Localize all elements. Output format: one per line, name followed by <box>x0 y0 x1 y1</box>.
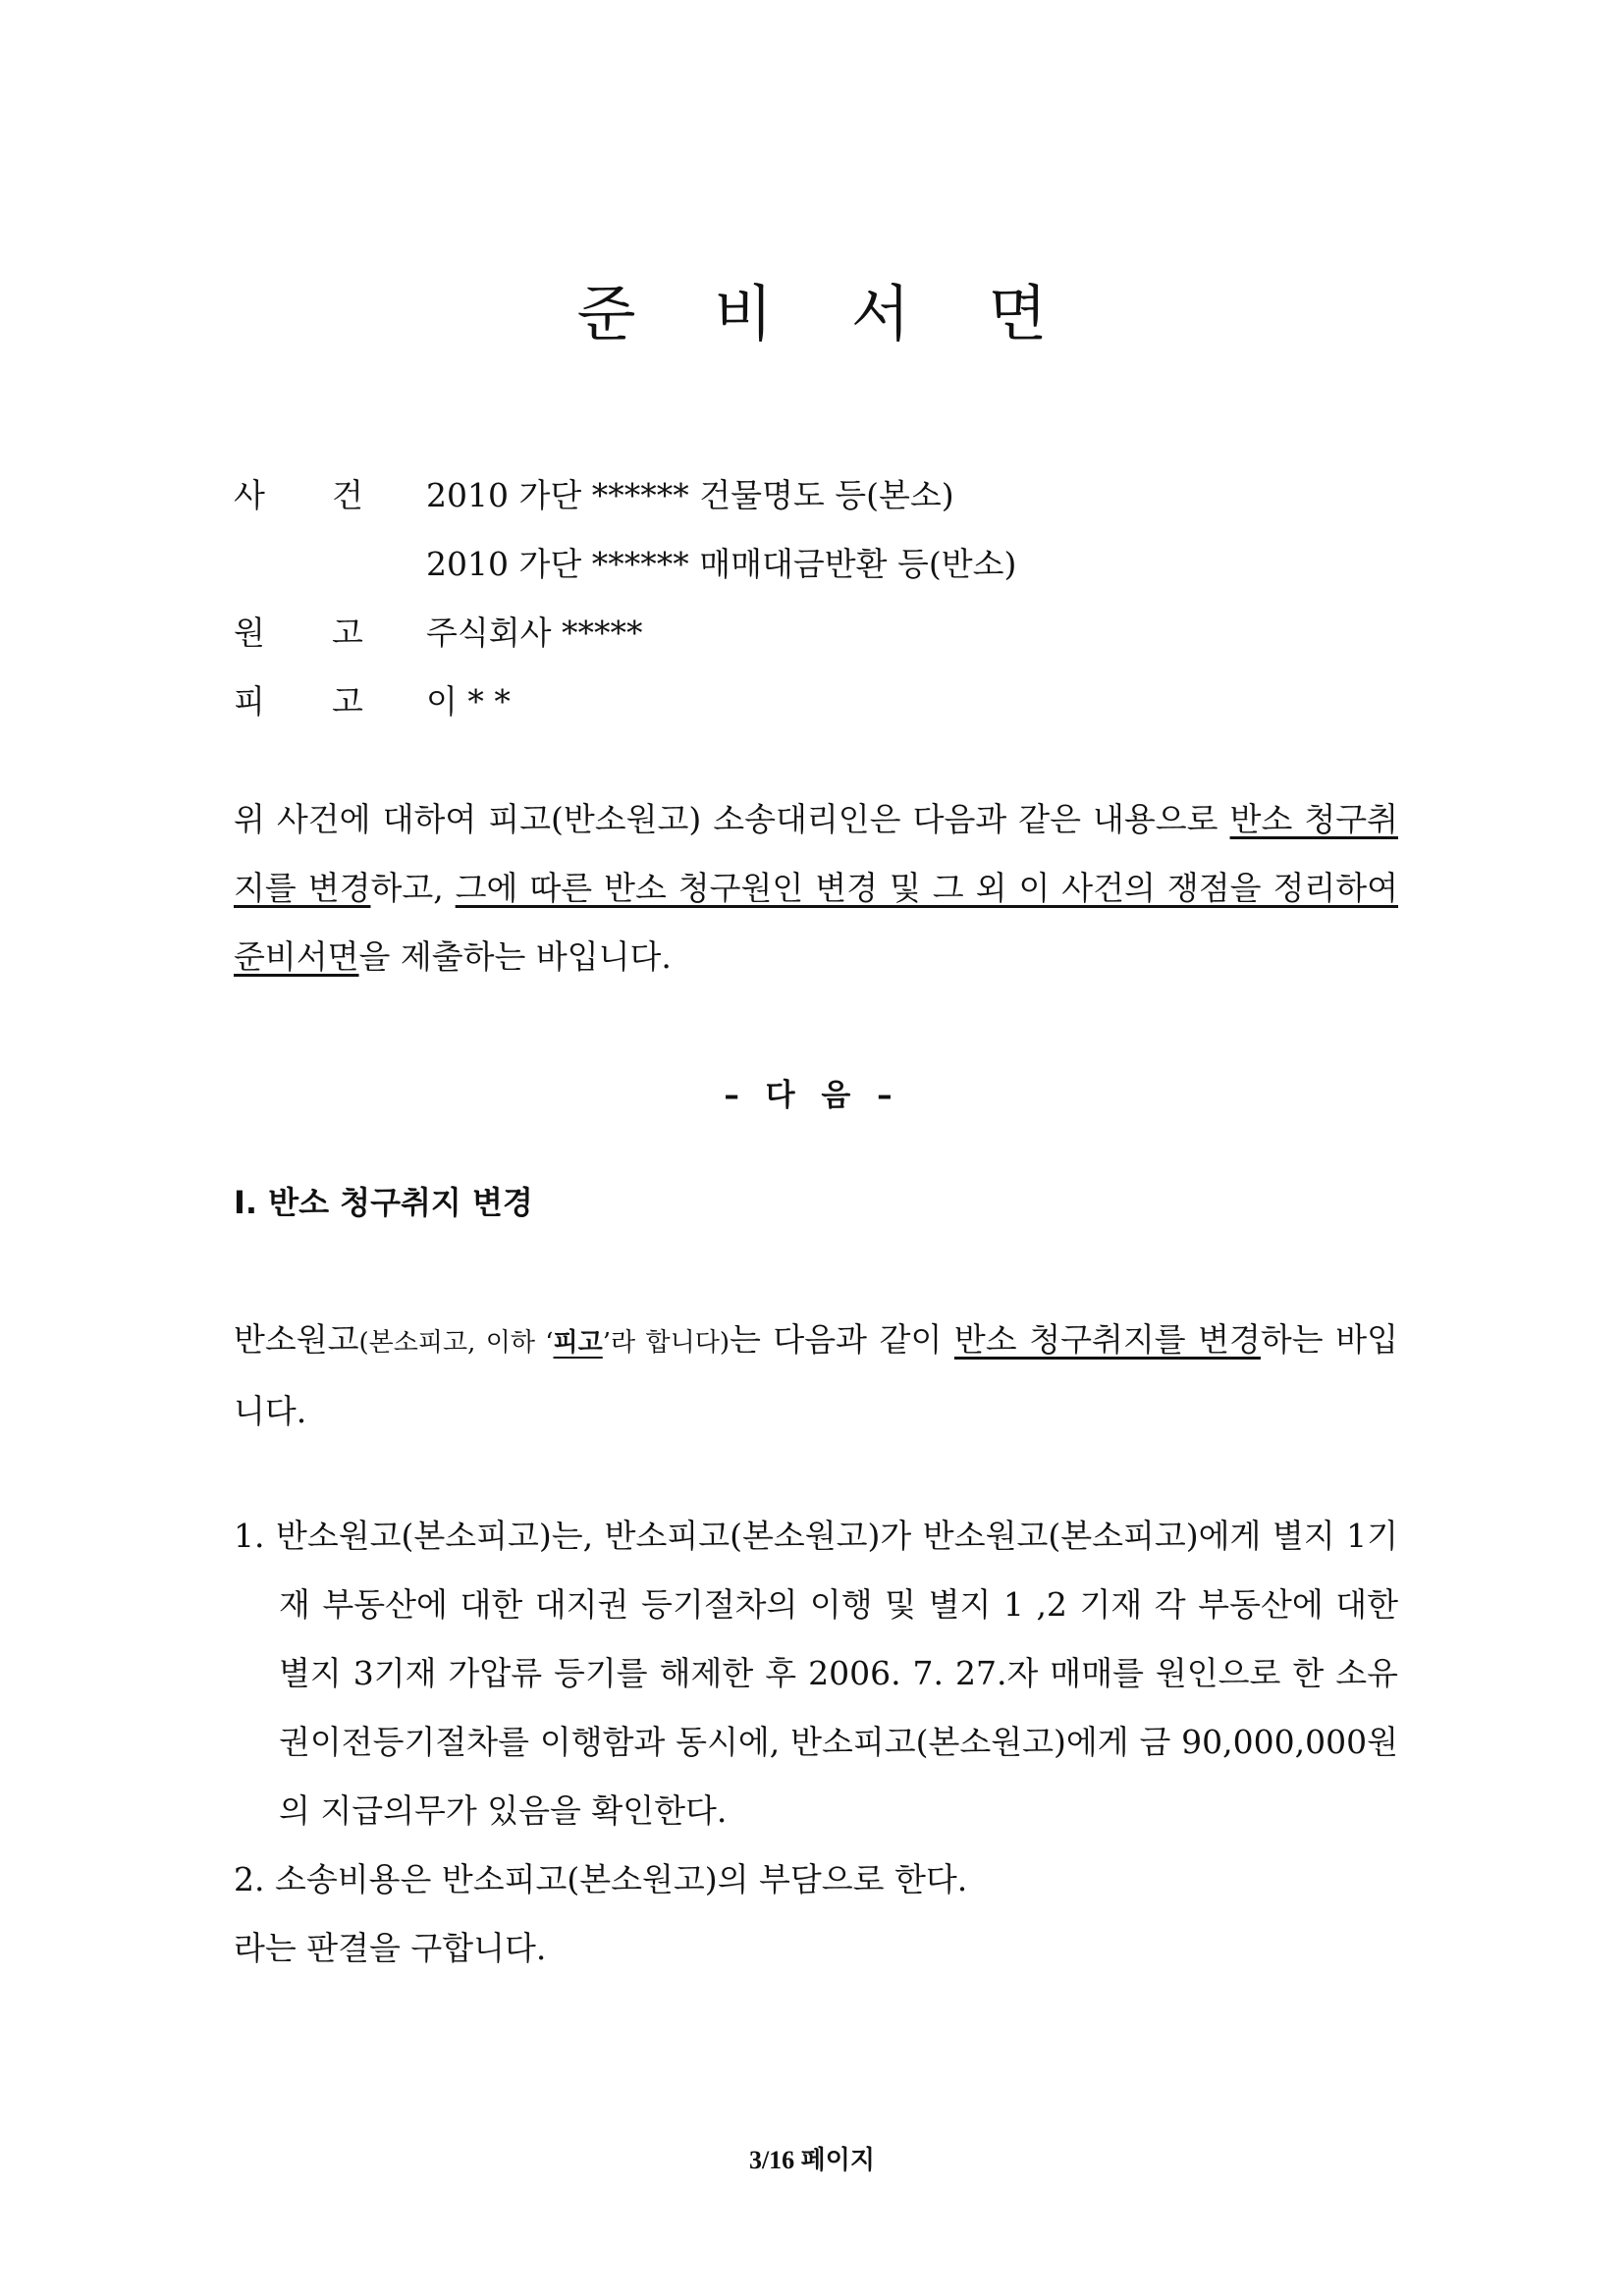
case-label-empty <box>234 530 426 599</box>
document-title-text: 준 비 서 면 <box>576 278 1077 349</box>
case-info-row <box>234 667 1412 736</box>
claim-list <box>234 1502 1398 1983</box>
case-info-row <box>234 530 1412 599</box>
list-item: 라는 판결을 구합니다. <box>234 1929 547 1967</box>
case-info-row <box>234 599 1412 667</box>
list-item: 2. 소송비용은 반소피고(본소원고)의 부담으로 한다. <box>234 1860 968 1898</box>
section-heading: Ⅰ. 반소 청구취지 변경 <box>234 1184 533 1221</box>
case-label <box>234 461 426 530</box>
plaintiff-label <box>234 599 426 667</box>
case-label-a: 사 <box>234 476 265 514</box>
section-paragraph <box>234 1306 1398 1446</box>
intro-paragraph <box>234 785 1398 991</box>
section-small-2: ’라 합니다) <box>602 1328 730 1358</box>
case-number-main: 2010 가단 ****** 건물명도 등(본소) <box>426 476 954 514</box>
section-small-1: (본소피고, 이하 ‘ <box>358 1328 554 1358</box>
intro-underlined-2: 그에 따른 반소 청구원인 변경 및 그 외 이 사건의 쟁점을 정리하여 준비서면 <box>234 869 1398 976</box>
section-text-2: 는 다음과 같이 <box>729 1320 954 1359</box>
document-title <box>0 265 1624 352</box>
section-underlined: 반소 청구취지를 변경 <box>953 1320 1261 1359</box>
case-label-b: 건 <box>332 476 363 514</box>
intro-text-2: 하고, <box>370 869 456 907</box>
intro-text-3: 을 제출하는 바입니다. <box>358 937 672 976</box>
section-text-3: 하는 바입니다. <box>234 1320 1398 1430</box>
case-info-row <box>234 461 1412 530</box>
case-info <box>234 461 1412 736</box>
intro-underlined-1: 반소 청구취지를 변경 <box>234 800 1398 907</box>
page-number-footer: 3/16 페이지 <box>748 2146 876 2174</box>
case-number-counter: 2010 가단 ****** 매매대금반환 등(반소) <box>426 545 1017 583</box>
plaintiff-label-b: 고 <box>332 614 363 652</box>
plaintiff-label-a: 원 <box>234 614 265 652</box>
defendant-label-b: 고 <box>332 682 363 721</box>
defendant-name: 이 * * <box>426 682 511 721</box>
intro-text-1: 위 사건에 대하여 피고(반소원고) 소송대리인은 다음과 같은 내용으로 <box>234 800 1230 838</box>
defendant-label-a: 피 <box>234 682 265 721</box>
plaintiff-name: 주식회사 ***** <box>426 614 643 652</box>
section-text-1: 반소원고 <box>234 1320 359 1359</box>
defendant-label <box>234 667 426 736</box>
list-item: 1. 반소원고(본소피고)는, 반소피고(본소원고)가 반소원고(본소피고)에게 별지 1기재 부동산에 대한 대지권 등기절차의 이행 및 별지 1 ,2 기재 각 부동산에 대한 별지 3기재 가압류 등기를 해제한 후 2006. 7. 27.자 매매를 원인으로 한 소유권이전등기절차를 이행함과 동시에, 반소피고(본소원고)에게 금 90,000,000원의 지급의무가 있음을 확인한다. <box>234 1517 1398 1830</box>
section-bold-term: 피고 <box>553 1328 603 1358</box>
next-heading: – 다 음 – <box>724 1078 900 1113</box>
